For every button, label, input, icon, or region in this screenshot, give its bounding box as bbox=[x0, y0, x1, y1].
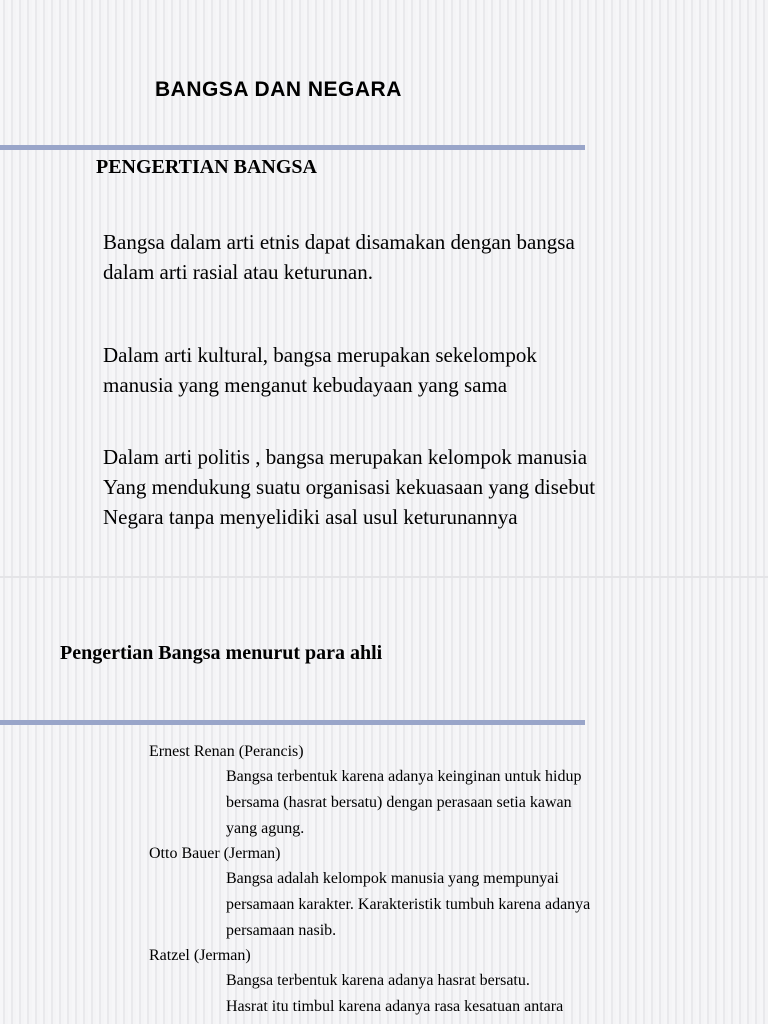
expert-name: Otto Bauer (Jerman) bbox=[149, 845, 281, 862]
title-divider bbox=[0, 145, 585, 150]
paragraph-etnis: Bangsa dalam arti etnis dapat disamakan dengan bangsa dalam arti rasial atau keturunan. bbox=[103, 230, 575, 284]
experts-list bbox=[149, 740, 749, 1020]
expert-name: Ernest Renan (Perancis) bbox=[149, 743, 304, 760]
paragraph-politis: Dalam arti politis , bangsa merupakan kelompok manusia Yang mendukung suatu organisasi kekuasaan yang disebut Negara tanpa menyelidiki asal usul keturunannya bbox=[103, 445, 596, 529]
expert-description: Bangsa adalah kelompok manusia yang mempunyai persamaan karakter. Karakteristik tumbuh karena adanya persamaan nasib. bbox=[226, 870, 591, 939]
slide-pengertian-menurut-ahli bbox=[0, 580, 768, 1024]
expert-description: Bangsa terbentuk karena adanya keinginan untuk hidup bersama (hasrat bersatu) dengan perasaan setia kawan yang agung. bbox=[226, 768, 582, 837]
section-subtitle: PENGERTIAN BANGSA bbox=[96, 156, 317, 178]
expert-name: Ratzel (Jerman) bbox=[149, 947, 251, 964]
expert-item bbox=[149, 740, 749, 842]
expert-description: Bangsa terbentuk karena adanya hasrat bersatu. Hasrat itu timbul karena adanya rasa kesatuan antara bbox=[226, 972, 564, 1015]
paragraph-kultural: Dalam arti kultural, bangsa merupakan sekelompok manusia yang menganut kebudayaan yang sama bbox=[103, 343, 537, 397]
experts-heading: Pengertian Bangsa menurut para ahli bbox=[60, 642, 383, 664]
expert-item bbox=[149, 842, 749, 944]
expert-item bbox=[149, 944, 749, 1020]
slide-separator bbox=[0, 576, 768, 578]
heading-divider bbox=[0, 720, 585, 725]
slide-title: BANGSA DAN NEGARA bbox=[155, 78, 402, 101]
